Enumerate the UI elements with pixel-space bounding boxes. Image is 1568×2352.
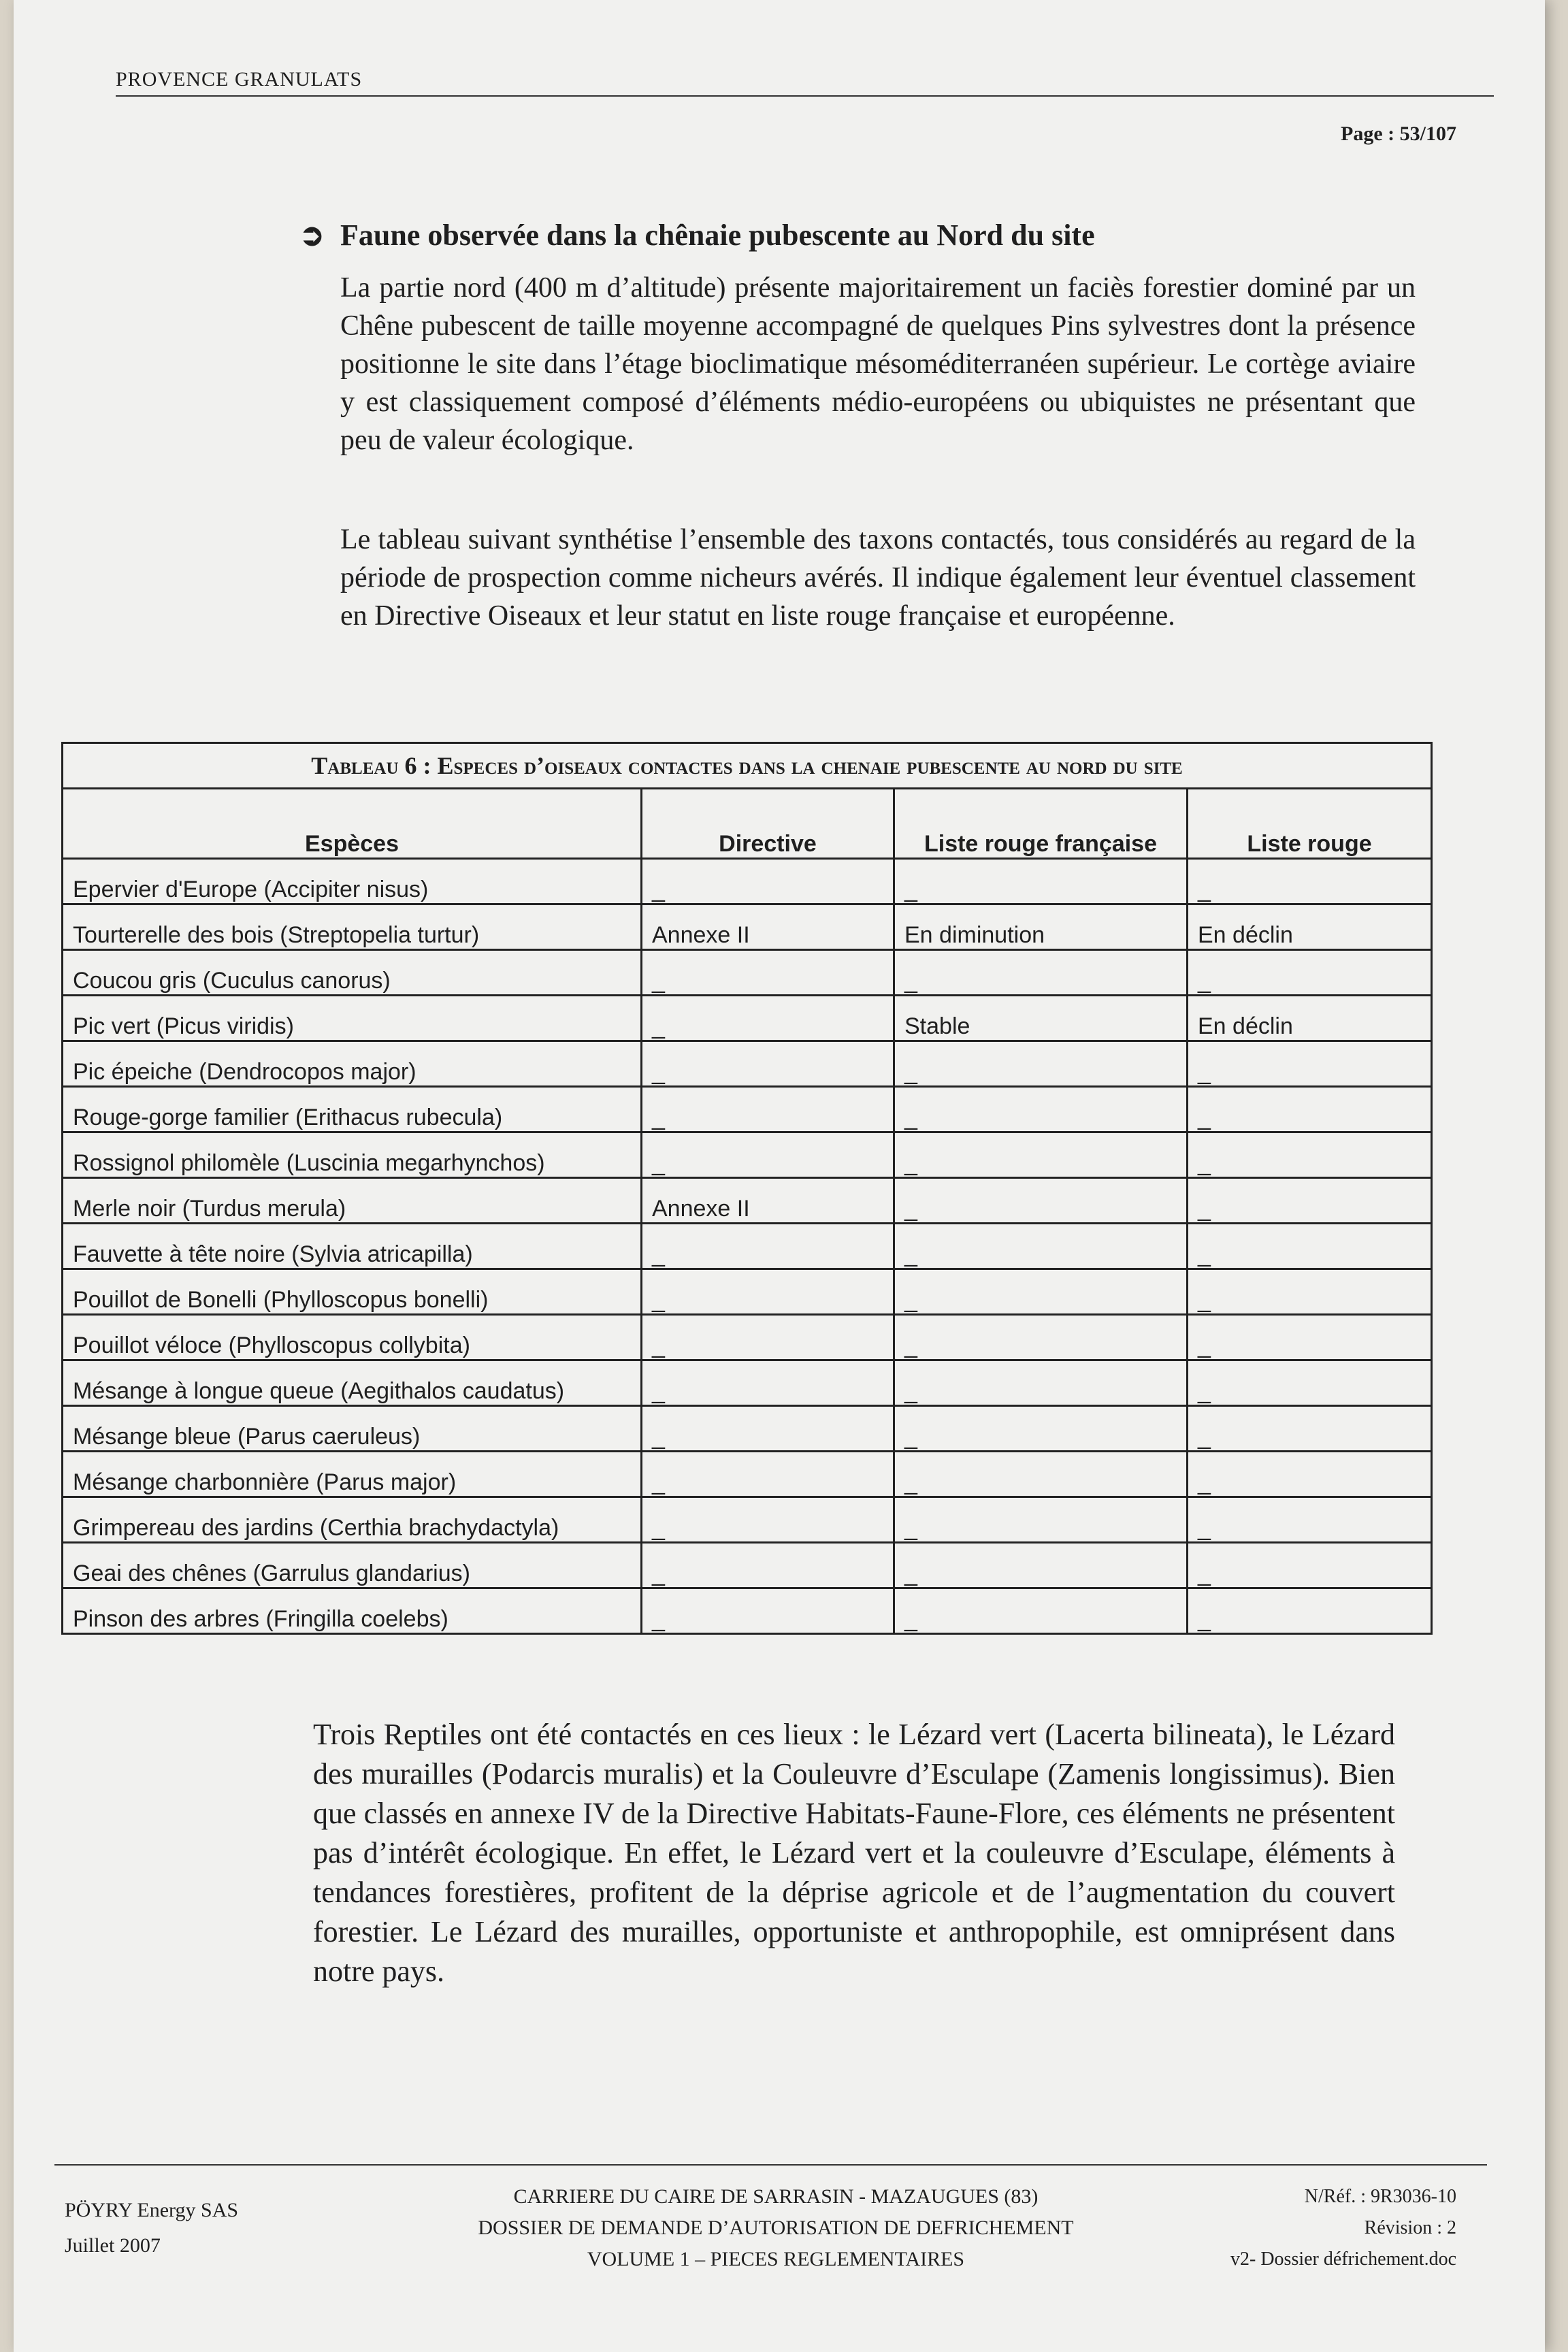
liste-rouge-francaise-cell: _ (894, 1269, 1188, 1315)
liste-rouge-cell: _ (1188, 1588, 1432, 1634)
liste-rouge-francaise-cell: _ (894, 1178, 1188, 1224)
footer-date: Juillet 2007 (65, 2234, 161, 2257)
arrow-bullet-icon: ➲ (299, 218, 325, 252)
directive-cell: _ (642, 950, 894, 996)
table-row (63, 1087, 1432, 1132)
liste-rouge-cell: _ (1188, 1315, 1432, 1360)
footer-center (395, 2181, 1157, 2275)
footer-rule (54, 2164, 1487, 2166)
liste-rouge-cell: _ (1188, 1132, 1432, 1178)
species-cell: Rossignol philomèle (Luscinia megarhynchos) (63, 1132, 642, 1178)
page-number: Page : 53/107 (1341, 122, 1456, 145)
footer-revision: Révision : 2 (1364, 2217, 1456, 2238)
table-row (63, 1224, 1432, 1269)
liste-rouge-cell: En déclin (1188, 996, 1432, 1041)
species-cell: Coucou gris (Cuculus canorus) (63, 950, 642, 996)
liste-rouge-francaise-cell: _ (894, 1588, 1188, 1634)
liste-rouge-francaise-cell: _ (894, 1132, 1188, 1178)
liste-rouge-cell: _ (1188, 1224, 1432, 1269)
species-table (61, 742, 1433, 1635)
table-row (63, 904, 1432, 950)
liste-rouge-cell: _ (1188, 1360, 1432, 1406)
header-liste-rouge-francaise: Liste rouge française (894, 789, 1188, 859)
directive-cell: _ (642, 996, 894, 1041)
liste-rouge-cell: _ (1188, 1269, 1432, 1315)
footer-file: v2- Dossier défrichement.doc (1230, 2249, 1456, 2270)
directive-cell: _ (642, 1360, 894, 1406)
species-cell: Grimpereau des jardins (Certhia brachydactyla) (63, 1497, 642, 1543)
directive-cell: _ (642, 1087, 894, 1132)
species-cell: Geai des chênes (Garrulus glandarius) (63, 1543, 642, 1588)
footer-right (1171, 2181, 1456, 2275)
directive-cell: _ (642, 1315, 894, 1360)
section-title (299, 218, 1095, 252)
liste-rouge-cell: _ (1188, 1543, 1432, 1588)
table-caption: Tableau 6 : Especes d’oiseaux contactes dans la chenaie pubescente au nord du site (61, 742, 1433, 787)
table-row (63, 1269, 1432, 1315)
table-row (63, 1588, 1432, 1634)
species-cell: Mésange à longue queue (Aegithalos caudatus) (63, 1360, 642, 1406)
liste-rouge-cell: _ (1188, 1406, 1432, 1452)
header-directive: Directive (642, 789, 894, 859)
header-rule (116, 95, 1494, 97)
directive-cell: _ (642, 1224, 894, 1269)
table-row (63, 1178, 1432, 1224)
liste-rouge-cell: _ (1188, 1041, 1432, 1087)
liste-rouge-francaise-cell: _ (894, 1315, 1188, 1360)
section-title-text: Faune observée dans la chênaie pubescente au Nord du site (340, 218, 1095, 252)
footer-line-1: CARRIERE DU CAIRE DE SARRASIN - MAZAUGUES (83) (513, 2185, 1039, 2208)
liste-rouge-francaise-cell: _ (894, 1224, 1188, 1269)
liste-rouge-francaise-cell: _ (894, 1087, 1188, 1132)
footer-left (65, 2193, 238, 2264)
table-header-row (63, 789, 1432, 859)
directive-cell: _ (642, 1269, 894, 1315)
liste-rouge-francaise-cell: _ (894, 1452, 1188, 1497)
table-row (63, 1315, 1432, 1360)
liste-rouge-francaise-cell: _ (894, 1041, 1188, 1087)
liste-rouge-francaise-cell: _ (894, 1406, 1188, 1452)
footer-line-2: DOSSIER DE DEMANDE D’AUTORISATION DE DEFRICHEMENT (478, 2217, 1074, 2239)
directive-cell: _ (642, 1543, 894, 1588)
directive-cell: _ (642, 1041, 894, 1087)
table-row (63, 1543, 1432, 1588)
table-row (63, 1132, 1432, 1178)
liste-rouge-francaise-cell: _ (894, 1497, 1188, 1543)
footer-line-3: VOLUME 1 – PIECES REGLEMENTAIRES (587, 2248, 965, 2270)
liste-rouge-francaise-cell: Stable (894, 996, 1188, 1041)
header-especes: Espèces (63, 789, 642, 859)
table-row (63, 1497, 1432, 1543)
table-row (63, 1360, 1432, 1406)
table-body (61, 787, 1433, 1635)
species-cell: Pic épeiche (Dendrocopos major) (63, 1041, 642, 1087)
liste-rouge-cell: _ (1188, 1497, 1432, 1543)
species-cell: Rouge-gorge familier (Erithacus rubecula) (63, 1087, 642, 1132)
header-company: PROVENCE GRANULATS (116, 68, 363, 91)
species-cell: Mésange charbonnière (Parus major) (63, 1452, 642, 1497)
directive-cell: Annexe II (642, 904, 894, 950)
species-cell: Pinson des arbres (Fringilla coelebs) (63, 1588, 642, 1634)
liste-rouge-cell: _ (1188, 859, 1432, 904)
liste-rouge-cell: _ (1188, 1178, 1432, 1224)
species-cell: Pouillot véloce (Phylloscopus collybita) (63, 1315, 642, 1360)
species-cell: Epervier d'Europe (Accipiter nisus) (63, 859, 642, 904)
table-row (63, 1452, 1432, 1497)
footer-ref: N/Réf. : 9R3036-10 (1304, 2186, 1456, 2207)
table-row (63, 1406, 1432, 1452)
liste-rouge-cell: En déclin (1188, 904, 1432, 950)
footer-company: PÖYRY Energy SAS (65, 2199, 239, 2221)
liste-rouge-francaise-cell: _ (894, 1360, 1188, 1406)
species-cell: Pic vert (Picus viridis) (63, 996, 642, 1041)
table-row (63, 996, 1432, 1041)
paragraph-1: La partie nord (400 m d’altitude) présente majoritairement un faciès forestier dominé par un Chêne pubescent de taille moyenne accompagné de quelques Pins sylvestres dont la présence positionne le site dans l’étage bioclimatique mésoméditerranéen supérieur. Le cortège aviaire y est classiquement composé d’éléments médio-européens ou ubiquistes ne présentant que peu de valeur écologique. (340, 272, 1416, 456)
species-cell: Pouillot de Bonelli (Phylloscopus bonelli) (63, 1269, 642, 1315)
table-row (63, 950, 1432, 996)
liste-rouge-cell: _ (1188, 950, 1432, 996)
liste-rouge-cell: _ (1188, 1452, 1432, 1497)
directive-cell: _ (642, 1132, 894, 1178)
liste-rouge-cell: _ (1188, 1087, 1432, 1132)
liste-rouge-francaise-cell: En diminution (894, 904, 1188, 950)
liste-rouge-francaise-cell: _ (894, 859, 1188, 904)
liste-rouge-francaise-cell: _ (894, 950, 1188, 996)
directive-cell: _ (642, 1452, 894, 1497)
species-cell: Merle noir (Turdus merula) (63, 1178, 642, 1224)
species-cell: Mésange bleue (Parus caeruleus) (63, 1406, 642, 1452)
table-row (63, 859, 1432, 904)
directive-cell: _ (642, 859, 894, 904)
directive-cell: _ (642, 1588, 894, 1634)
document-page (14, 0, 1545, 2352)
directive-cell: _ (642, 1406, 894, 1452)
species-cell: Tourterelle des bois (Streptopelia turtur) (63, 904, 642, 950)
paragraph-3: Trois Reptiles ont été contactés en ces lieux : le Lézard vert (Lacerta bilineata), le Lézard des murailles (Podarcis muralis) et la Couleuvre d’Esculape (Zamenis longissimus). Bien que classés en annexe IV de la Directive Habitats-Faune-Flore, ces éléments ne présentent pas d’intérêt écologique. En effet, le Lézard vert et la couleuvre d’Esculape, éléments à tendances forestières, profitent de la déprise agricole et de l’augmentation du couvert forestier. Le Lézard des murailles, opportuniste et anthropophile, est omniprésent dans notre pays. (313, 1718, 1395, 1988)
species-cell: Fauvette à tête noire (Sylvia atricapilla) (63, 1224, 642, 1269)
header-liste-rouge: Liste rouge (1188, 789, 1432, 859)
liste-rouge-francaise-cell: _ (894, 1543, 1188, 1588)
directive-cell: _ (642, 1497, 894, 1543)
table-row (63, 1041, 1432, 1087)
directive-cell: Annexe II (642, 1178, 894, 1224)
paragraph-2: Le tableau suivant synthétise l’ensemble des taxons contactés, tous considérés au regard de la période de prospection comme nicheurs avérés. Il indique également leur éventuel classement en Directive Oiseaux et leur statut en liste rouge française et européenne. (340, 524, 1416, 632)
